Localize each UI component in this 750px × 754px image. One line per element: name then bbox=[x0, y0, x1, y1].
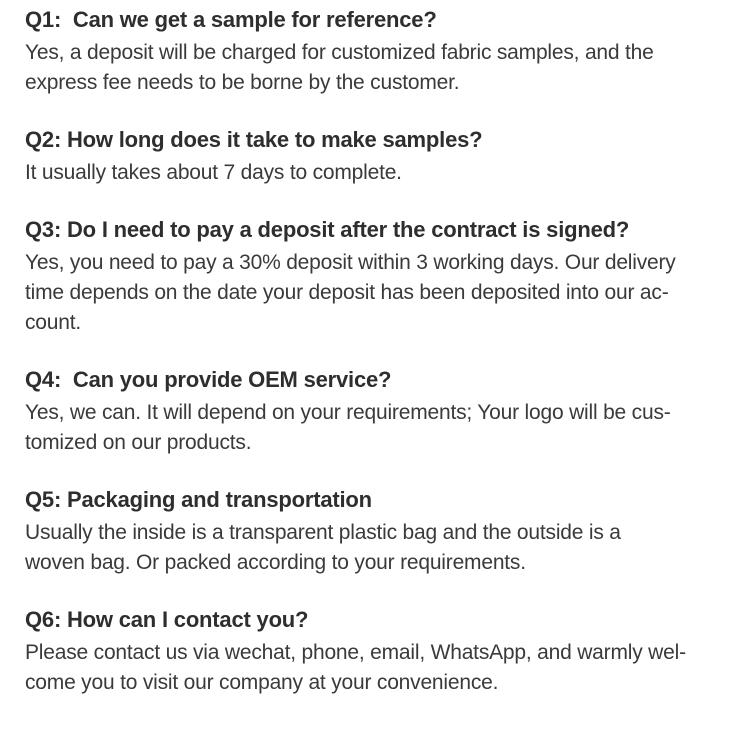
faq-answer-line: come you to visit our company at your convenience. bbox=[25, 671, 499, 694]
faq-question-q6: Q6: How can I contact you? bbox=[25, 607, 309, 632]
faq-answer-line: time depends on the date your deposit has been deposited into our ac- bbox=[25, 281, 669, 304]
faq-answer-line: woven bag. Or packed according to your requirements. bbox=[25, 551, 526, 574]
faq-question-q3: Q3: Do I need to pay a deposit after the contract is signed? bbox=[25, 217, 630, 242]
faq-answer-line: count. bbox=[25, 311, 82, 334]
faq-item-q4 bbox=[25, 365, 725, 458]
faq-item-q6 bbox=[25, 605, 725, 698]
faq-answer-line: tomized on our products. bbox=[25, 431, 252, 454]
faq-item-q2 bbox=[25, 125, 725, 188]
faq-answer-line: It usually takes about 7 days to complete. bbox=[25, 161, 402, 184]
faq-answer-line: Please contact us via wechat, phone, email, WhatsApp, and warmly wel- bbox=[25, 641, 686, 664]
faq-item-q5 bbox=[25, 485, 725, 578]
faq-answer-line: Yes, a deposit will be charged for customized fabric samples, and the bbox=[25, 41, 654, 64]
faq-item-q3 bbox=[25, 215, 725, 338]
faq-item-q1 bbox=[25, 5, 725, 98]
faq-answer-line: Usually the inside is a transparent plastic bag and the outside is a bbox=[25, 521, 621, 544]
faq-answer-line: Yes, you need to pay a 30% deposit within 3 working days. Our delivery bbox=[25, 251, 676, 274]
faq-question-q2: Q2: How long does it take to make samples? bbox=[25, 127, 483, 152]
faq-question-q5: Q5: Packaging and transportation bbox=[25, 487, 372, 512]
faq-question-q4: Q4: Can you provide OEM service? bbox=[25, 367, 392, 392]
faq-question-q1: Q1: Can we get a sample for reference? bbox=[25, 7, 437, 32]
faq-answer-line: express fee needs to be borne by the customer. bbox=[25, 71, 460, 94]
faq-answer-line: Yes, we can. It will depend on your requirements; Your logo will be cus- bbox=[25, 401, 671, 424]
